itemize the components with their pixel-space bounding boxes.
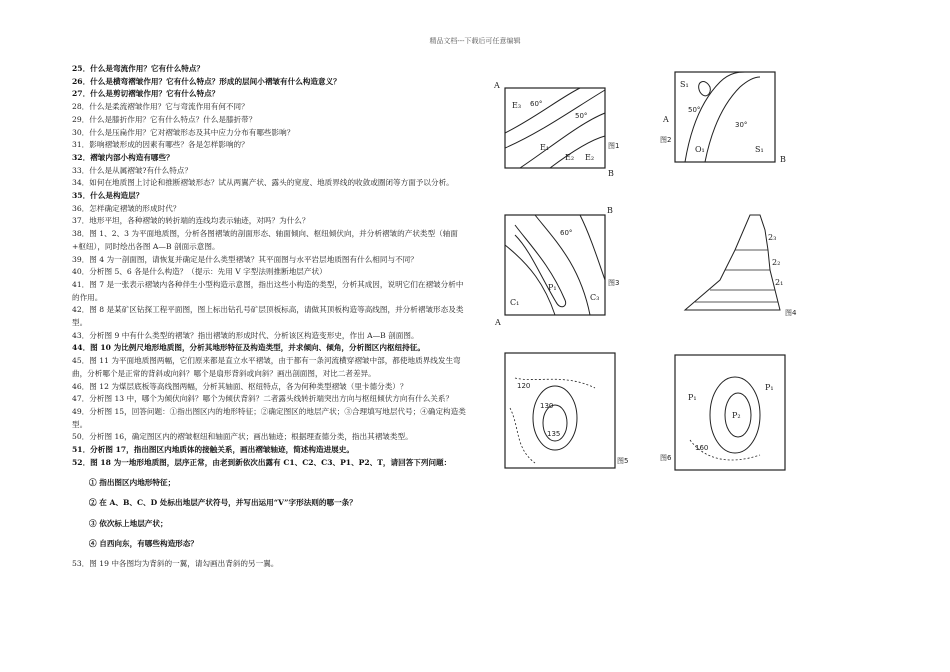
figure-2-unit: S₁ <box>755 145 764 154</box>
figure-1-unit: E₁ <box>540 143 550 152</box>
question-item: 53．图 19 中各图均为背斜的一翼，请勾画出背斜的另一翼。 <box>72 559 279 569</box>
figure-6-unit: P₁ <box>765 383 774 392</box>
figure-1-dip: 50° <box>575 112 588 120</box>
figure-2-dip: 50° <box>688 106 701 114</box>
question-item: 45．图 11 为平面地质图两幅，它们原来都是直立水平褶皱，由于都有一条河流横穿褶皱中部，都使地质界线发生弯曲，分析哪个是正常的背斜或向斜？哪个是扇形背斜或向斜？画出剖面图，对比二者差异。 <box>72 356 461 378</box>
question-item: 39．图 4 为一剖面图，请恢复并确定是什么类型褶皱？其平面图与水平岩层地质图有什么相同与不同？ <box>72 254 418 264</box>
figure-3-dip: 60° <box>560 229 573 237</box>
figure-6-contour: 160 <box>695 444 709 452</box>
figure-1-unit: E₃ <box>512 101 522 110</box>
figure-4-unit: 2₂ <box>772 258 781 267</box>
figure-1-dip: 60° <box>530 100 543 108</box>
figure-4-unit: 2₃ <box>768 233 777 242</box>
subquestion-item: ③ 依次标上地层产状； <box>89 518 168 528</box>
figure-3-label-a: A <box>495 318 501 327</box>
question-item: 35．什么是构造层？ <box>72 191 144 201</box>
question-item: 41．图 7 是一张表示褶皱内各种伴生小型构造示意图，指出这些小构造的类型，分析其成因，说明它们在褶皱分析中的作用。 <box>72 279 464 302</box>
figure-5 <box>495 348 645 482</box>
question-item: 30．什么是压扁作用？它对褶皱形态及其中应力分布有哪些影响？ <box>72 127 295 137</box>
figure-1-tag: 图1 <box>608 142 620 150</box>
figure-2-map <box>660 62 810 177</box>
question-item: 40．分析图 5、6 各是什么构造？（提示：先用 V 字型法则推断地层产状） <box>72 267 327 277</box>
figure-5-contour: 135 <box>547 430 561 438</box>
figure-3-label-b: B <box>607 206 613 215</box>
question-item: 36．怎样确定褶皱的形成时代？ <box>72 203 181 213</box>
figure-3-unit: C₃ <box>590 293 600 302</box>
question-item: 52．图 18 为一地形地质图，层序正常，由老到新依次出露有 C1、C2、C3、P1、P2、T，请回答下列问题： <box>72 457 452 467</box>
figure-1-map <box>490 78 640 188</box>
figure-5-contour: 130 <box>540 402 554 410</box>
question-item: 37．地形平坦，各种褶皱的转折端的连线均表示轴迹，对吗？为什么？ <box>72 216 310 226</box>
figure-5-map <box>495 348 645 478</box>
figure-3 <box>490 205 640 334</box>
figure-2-unit: S₁ <box>680 80 689 89</box>
question-item: 42．图 8 是某矿区钻探工程平面图，图上标出钻孔号矿层顶板标高，请做其顶板构造等高线图，并分析褶皱形态及类型。 <box>72 305 464 328</box>
figure-5-contour: 120 <box>517 382 531 390</box>
question-item: 27．什么是剪切褶皱作用？它有什么特点？ <box>72 89 220 99</box>
figure-2-unit: O₁ <box>695 145 705 154</box>
figure-3-tag: 图3 <box>608 279 620 287</box>
page-header: 精品文档---下载后可任意编辑 <box>429 37 521 45</box>
figure-1-unit: E₂ <box>585 153 595 162</box>
question-item: 43．分析图 9 中有什么类型的褶皱？指出褶皱的形成时代、分析该区构造变形史，作出 A—B 剖面图。 <box>72 330 419 340</box>
figure-2-tag: 图2 <box>660 136 672 144</box>
figure-2 <box>660 62 810 181</box>
figure-4-unit: 2₁ <box>775 278 784 287</box>
figure-5-tag: 图5 <box>617 457 629 465</box>
figure-6-map <box>660 350 810 480</box>
subquestion-item: ② 在 A、B、C、D 处标出地层产状符号，并写出运用“V”字形法则的哪一条？ <box>89 498 357 508</box>
question-item: 33．什么是从属褶皱?有什么特点？ <box>72 165 193 175</box>
figure-2-label-a: A <box>663 115 669 124</box>
figure-6 <box>660 350 810 484</box>
question-item: 31．影响褶皱形成的因素有哪些？各是怎样影响的？ <box>72 140 249 150</box>
question-item: 28．什么是柔流褶皱作用？它与弯流作用有何不同？ <box>72 102 249 112</box>
figure-2-dip: 30° <box>735 121 748 129</box>
question-item: 44．图 10 为比例尺地形地质图，分析其地形特征及构造类型，并求倾向、倾角，分析图区内枢纽持征。 <box>72 343 425 353</box>
figure-3-unit: P₁ <box>548 283 557 292</box>
figure-1-label-a: A <box>494 81 500 90</box>
question-item: 32．褶皱内部小构造有哪些？ <box>72 152 174 162</box>
question-item: 38．图 1、2、3 为平面地质图，分析各图褶皱的剖面形态、轴面倾向、枢纽倾伏向，并分析褶皱的产状类型（轴面+枢纽），同时绘出各图 A—B 剖面示意图。 <box>72 229 458 251</box>
question-item: 25．什么是弯流作用？它有什么特点？ <box>72 64 205 73</box>
question-item: 47．分析图 13 中，哪个为倾伏向斜？哪个为倾伏背斜？二者露头线转折端突出方向与枢纽倾伏方向有什么关系？ <box>72 394 454 404</box>
figure-1-label-b: B <box>608 169 614 178</box>
question-item: 46．图 12 为煤层底板等高线图两幅，分析其轴面、枢纽特点，各为何种类型褶皱（里卡德分类）？ <box>72 381 408 391</box>
subquestion-item: ④ 自西向东，有哪些构造形态？ <box>89 538 198 548</box>
figure-3-unit: C₁ <box>510 298 520 307</box>
question-item: 29．什么是膝折作用？它有什么特点？什么是膝折带？ <box>72 114 257 124</box>
figure-6-unit: P₂ <box>732 411 741 420</box>
figure-1-unit: E₂ <box>565 153 575 162</box>
question-item: 34．如何在地质图上讨论和推断褶皱形态？试从两翼产状、露头的宽度、地质界线的收敛或圈闭等方面予以分析。 <box>72 178 454 188</box>
question-item: 50．分析图 16，确定图区内的褶皱枢纽和轴面产状；画出轴迹；根据理查德分类，指出其褶皱类型。 <box>72 432 413 442</box>
question-item: 51．分析图 17，指出图区内地质体的接触关系，画出褶皱轴迹，简述构造进展史。 <box>72 445 354 455</box>
figure-3-map <box>490 205 640 330</box>
subquestion-item: ① 指出图区内地形特征； <box>89 478 176 488</box>
figure-4 <box>680 210 810 334</box>
figure-6-unit: P₁ <box>688 393 697 402</box>
question-list <box>72 63 467 571</box>
figure-4-section <box>680 210 810 330</box>
figure-6-tag: 图6 <box>660 454 672 462</box>
figure-4-tag: 图4 <box>785 309 797 317</box>
question-item: 49．分析图 15，回答问题：①指出图区内的地形特征；②确定图区的地层产状；③合理填写地层代号；④确定构造类型。 <box>72 406 466 429</box>
figure-1 <box>490 78 640 192</box>
figure-2-label-b: B <box>780 155 786 164</box>
question-item: 26．什么是横弯褶皱作用？它有什么特点？形成的层间小褶皱有什么构造意义？ <box>72 76 341 86</box>
